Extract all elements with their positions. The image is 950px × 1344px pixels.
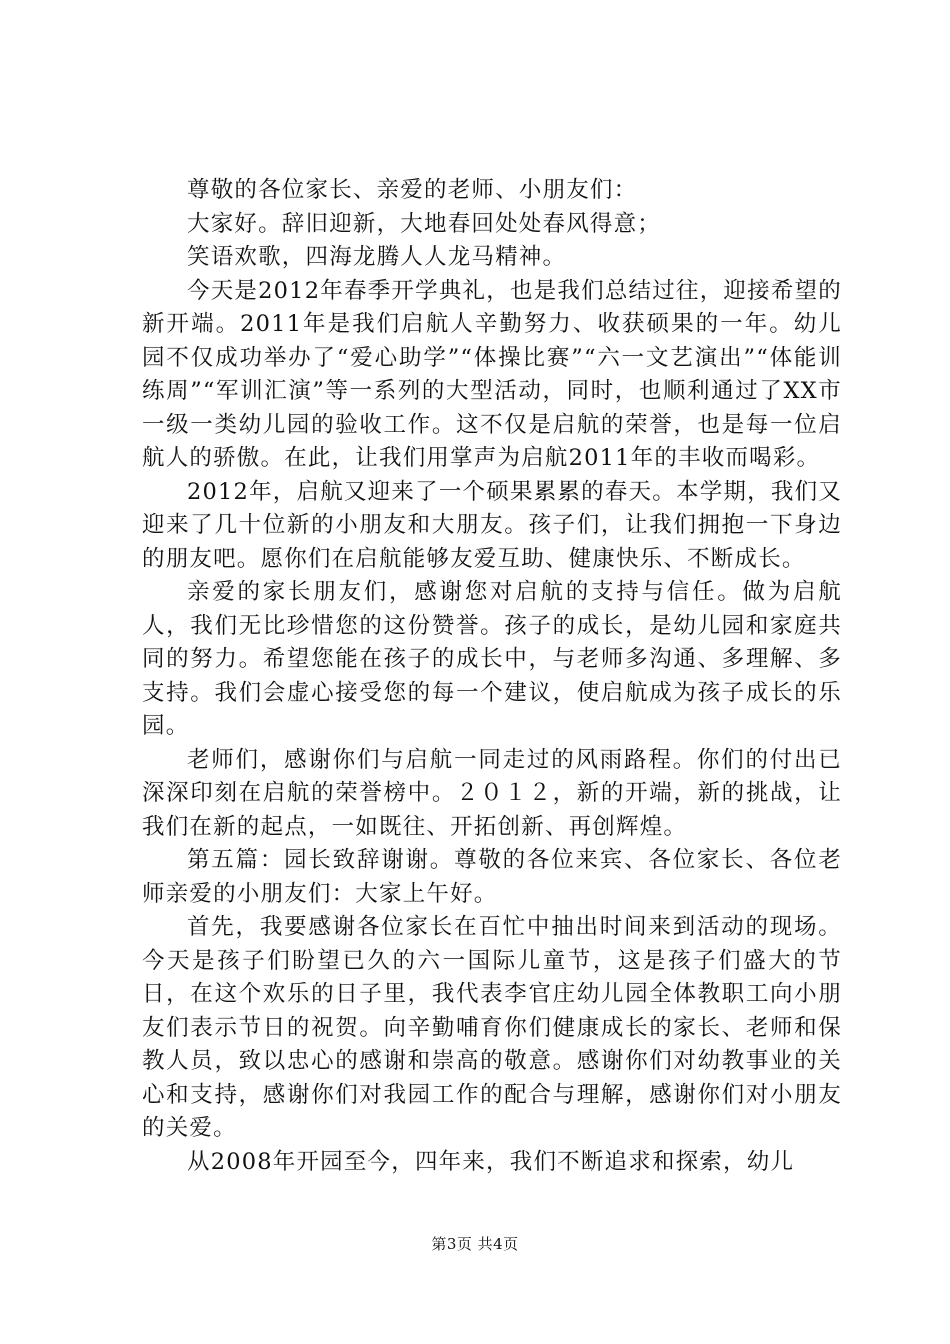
paragraph-section-five: 第五篇：园长致辞谢谢。尊敬的各位来宾、各位家长、各位老师亲爱的小朋友们：大家上午好。 <box>142 847 842 907</box>
page-number-footer: 第3页 共4页 <box>431 1235 519 1253</box>
paragraph-childrens-day: 首先，我要感谢各位家长在百忙中抽出时间来到活动的现场。今天是孩子们盼望已久的六一国际儿童节，这是孩子们盛大的节日，在这个欢乐的日子里，我代表李官庄幼儿园全体教职工向小朋友们表示节日的祝贺。向辛勤哺育你们健康成长的家长、老师和保教人员，致以忠心的感谢和崇高的敬意。感谢你们对幼教事业的关心和支持，感谢你们对我园工作的配合与理解，感谢你们对小朋友的关爱。 <box>142 914 842 1141</box>
paragraph-since-2008: 从2008年开园至今，四年来，我们不断追求和探索，幼儿 <box>187 1148 795 1175</box>
paragraph-new-year: 大家好。辞旧迎新，大地春回处处春风得意； <box>187 210 662 237</box>
document-body <box>142 174 842 1179</box>
paragraph-teachers: 老师们，感谢你们与启航一同走过的风雨路程。你们的付出已深深印刻在启航的荣誉榜中。２０１２，新的开端，新的挑战，让我们在新的起点，一如既往、开拓创新、再创辉煌。 <box>142 746 842 840</box>
paragraph-greeting: 尊敬的各位家长、亲爱的老师、小朋友们： <box>187 177 638 203</box>
paragraph-2011-review: 今天是2012年春季开学典礼，也是我们总结过往，迎接希望的新开端。2011年是我们启航人辛勤努力、收获硕果的一年。幼儿园不仅成功举办了“爱心助学”“体操比赛”“六一文艺演出”“体能训练周”“军训汇演”等一系列的大型活动，同时，也顺利通过了XX市一级一类幼儿园的验收工作。这不仅是启航的荣誉，也是每一位启航人的骄傲。在此，让我们用掌声为启航2011年的丰收而喝彩。 <box>142 277 842 471</box>
paragraph-2012-spring: 2012年，启航又迎来了一个硕果累累的春天。本学期，我们又迎来了几十位新的小朋友和大朋友。孩子们，让我们拥抱一下身边的朋友吧。愿你们在启航能够友爱互助、健康快乐、不断成长。 <box>142 478 842 572</box>
paragraph-parents: 亲爱的家长朋友们，感谢您对启航的支持与信任。做为启航人，我们无比珍惜您的这份赞誉。孩子的成长，是幼儿园和家庭共同的努力。希望您能在孩子的成长中，与老师多沟通、多理解、多支持。我们会虚心接受您的每一个建议，使启航成为孩子成长的乐园。 <box>142 579 842 739</box>
paragraph-couplet: 笑语欢歌，四海龙腾人人龙马精神。 <box>187 244 567 270</box>
